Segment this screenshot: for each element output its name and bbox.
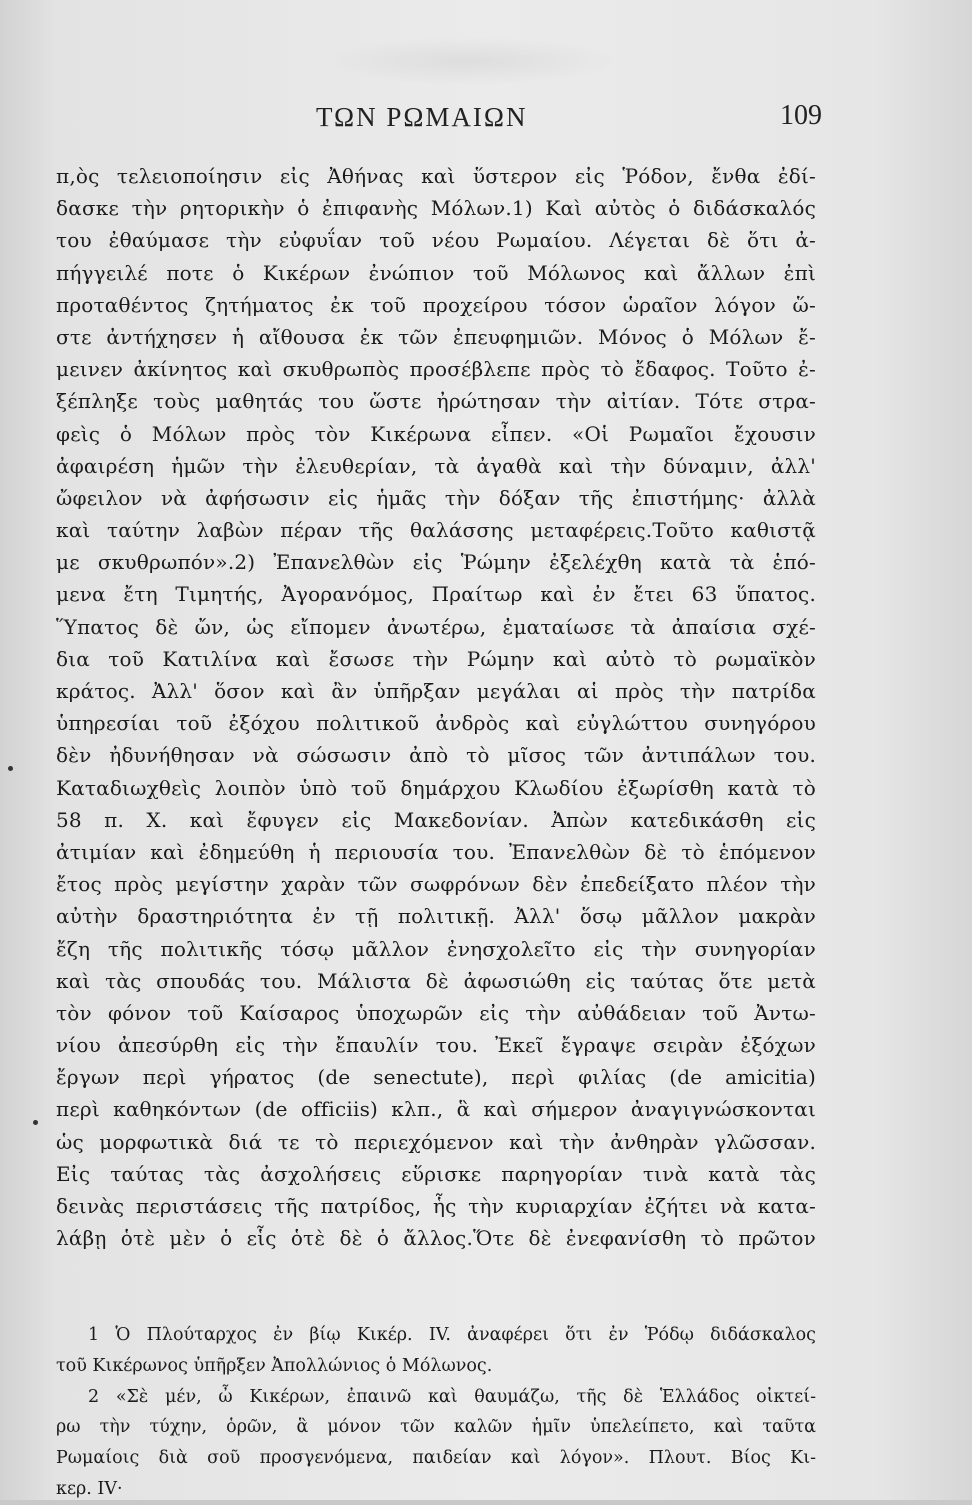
text-line: Εἰς ταύτας τὰς ἀσχολήσεις εὕρισκε παρηγορίαν τινὰ κατὰ τὰς [56,1161,816,1186]
text-line: δὲν ἠδυνήθησαν νὰ σώσωσιν ἀπὸ τὸ μῖσος τῶν ἀντιπάλων του. [56,743,816,768]
text-line: τὸν φόνον τοῦ Καίσαρος ὑποχωρῶν εἰς τὴν αὐθάδειαν τοῦ Ἀντω- [56,1000,816,1025]
text-line: ὡς μορφωτικὰ διά τε τὸ περιεχόμενον καὶ τὴν ἀνθηρὰν γλῶσσαν. [56,1129,816,1154]
text-line: ἀφαιρέση ἡμῶν τὴν ἐλευθερίαν, τὰ ἀγαθὰ καὶ τὴν δύναμιν, ἀλλ' [56,453,816,478]
text-line: φεὶς ὁ Μόλων πρὸς τὸν Κικέρωνα εἶπεν. «Οἱ Ρωμαῖοι ἔχουσιν [56,421,816,446]
text-line: δια τοῦ Κατιλίνα καὶ ἔσωσε τὴν Ρώμην καὶ αὐτὸ τὸ ρωμαϊκὸν [56,646,816,671]
footnote-line: ρω τὴν τύχην, ὁρῶν, ἃ μόνον τῶν καλῶν ἡμῖν ὑπελείπετο, καὶ ταῦτα [56,1417,816,1438]
text-line: κράτος. Ἀλλ' ὅσον καὶ ἂν ὑπῆρξαν μεγάλαι αἱ πρὸς τὴν πατρίδα [56,679,816,703]
text-line: μεινεν ἀκίνητος καὶ σκυθρωπὸς προσέβλεπε πρὸς τὸ ἔδαφος. Τοῦτο ἐ- [56,357,816,382]
text-line: καὶ τὰς σπουδάς του. Μάλιστα δὲ ἀφωσιώθη εἰς ταύτας ὅτε μετὰ [56,968,816,993]
text-line: ἔζη τῆς πολιτικῆς τόσῳ μᾶλλον ἐνησχολεῖτο εἰς τὴν συνηγορίαν [56,936,816,961]
text-line: 58 π. Χ. καὶ ἔφυγεν εἰς Μακεδονίαν. Ἀπὼν κατεδικάσθη εἰς [56,807,816,832]
text-line: νίου ἀπεσύρθη εἰς τὴν ἔπαυλίν του. Ἐκεῖ ἔγραψε σειρὰν ἐξόχων [56,1033,816,1058]
text-line: λάβῃ ὁτὲ μὲν ὁ εἷς ὁτὲ δὲ ὁ ἄλλος.Ὅτε δὲ ἐνεφανίσθη τὸ πρῶτον [56,1226,816,1251]
text-line: στε ἀντήχησεν ἡ αἴθουσα ἐκ τῶν ἐπευφημιῶν. Μόνος ὁ Μόλων ἔ- [56,324,816,349]
footnote-line: 2 «Σὲ μέν, ὦ Κικέρων, ἐπαινῶ καὶ θαυμάζω, τῆς δὲ Ἑλλάδος οἰκτεί- [88,1386,816,1407]
text-line: με σκυθρωπόν».2) Ἐπανελθὼν εἰς Ῥώμην ἐξελέχθη κατὰ τὰ ἑπό- [56,550,816,575]
footnote-line: Ρωμαίοις διὰ σοῦ προσγενόμενα, παιδείαν καὶ λόγον». Πλουτ. Βίος Κι- [56,1448,816,1469]
show-through-text [320,36,620,86]
footnote-line: 1 Ὁ Πλούταρχος ἐν βίῳ Κικέρ. IV. ἀναφέρει ὅτι ἐν Ῥόδῳ διδάσκαλος [88,1325,816,1345]
text-line: δεινὰς περιστάσεις τῆς πατρίδος, ἧς τὴν κυριαρχίαν ἐζήτει νὰ κατα- [56,1194,816,1218]
text-line: ἀτιμίαν καὶ ἐδημεύθη ἡ περιουσία του. Ἐπανελθὼν δὲ τὸ ἑπόμενον [56,839,816,864]
text-line: δασκε τὴν ρητορικὴν ὁ ἐπιφανὴς Μόλων.1) Καὶ αὐτὸς ὁ διδάσκαλός [56,196,816,221]
text-line: περὶ καθηκόντων (de officiis) κλπ., ἃ καὶ σήμερον ἀναγιγνώσκονται [56,1097,816,1122]
text-line: προταθέντος ζητήματος ἐκ τοῦ προχείρου τόσον ὡραῖον λόγον ὥ- [56,292,816,317]
ink-speck [8,766,13,771]
text-line: ἔργων περὶ γήρατος (de senectute), περὶ φιλίας (de amicitia) [56,1065,816,1090]
body-text [56,160,816,1254]
ink-speck [33,1120,38,1125]
footnote-line: τοῦ Κικέρωνος ὑπῆρξεν Ἀπολλώνιος ὁ Μόλωνος. [56,1355,493,1376]
text-line: πήγγειλέ ποτε ὁ Κικέρων ἐνώπιον τοῦ Μόλωνος καὶ ἄλλων ἐπὶ [56,260,816,285]
text-line: μενα ἔτη Τιμητής, Ἀγορανόμος, Πραίτωρ καὶ ἐν ἔτει 63 ὕπατος. [56,582,816,607]
text-line: ὑπηρεσίαι τοῦ ἐξόχου πολιτικοῦ ἀνδρὸς καὶ εὐγλώττου συνηγόρου [56,711,816,736]
text-line: καὶ ταύτην λαβὼν πέραν τῆς θαλάσσης μεταφέρεις.Τοῦτο καθιστᾷ [56,518,816,543]
text-line: ἔτος πρὸς μεγίστην χαρὰν τῶν σωφρόνων δὲν ἐπεδείξατο πλέον τὴν [56,872,816,897]
page-number: 109 [780,100,822,131]
text-line: Καταδιωχθεὶς λοιπὸν ὑπὸ τοῦ δημάρχου Κλωδίου ἐξωρίσθη κατὰ τὸ [56,775,816,800]
text-line: του ἐθαύμασε τὴν εὐφυΐαν τοῦ νέου Ρωμαίου. Λέγεται δὲ ὅτι ἀ- [56,228,816,253]
text-line: ὤφειλον νὰ ἀφήσωσιν εἰς ἡμᾶς τὴν δόξαν τῆς ἐπιστήμης· ἀλλὰ [56,485,816,510]
running-head [0,96,972,136]
text-line: αὐτὴν δραστηριότητα ἐν τῇ πολιτικῇ. Ἀλλ' ὅσῳ μᾶλλον μακρὰν [56,904,816,929]
footnotes [56,1320,816,1505]
text-line: ξέπληξε τοὺς μαθητάς του ὥστε ἠρώτησαν τὴν αἰτίαν. Τότε στρα- [56,389,816,414]
running-title: ΤΩΝ ΡΩΜΑΙΩΝ [316,102,528,132]
footnote-line: κερ. IV· [56,1478,123,1499]
text-line: π,ὸς τελειοποίησιν εἰς Ἀθήνας καὶ ὕστερον εἰς Ῥόδον, ἔνθα ἐδί- [56,164,816,188]
text-line: Ὕπατος δὲ ὤν, ὡς εἴπομεν ἀνωτέρω, ἐματαίωσε τὰ ἀπαίσια σχέ- [56,614,816,639]
